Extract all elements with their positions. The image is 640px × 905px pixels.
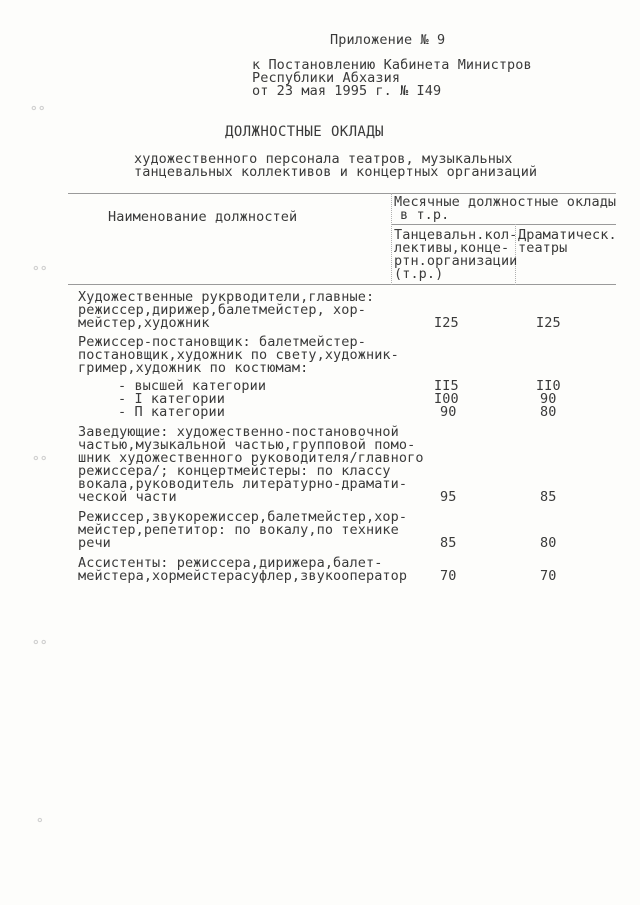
row-text: режиссера/; концертмейстеры: по классу xyxy=(78,463,391,479)
row-text: частью,музыкальной частью,групповой помо- xyxy=(78,437,416,453)
dance-salary-value: 70 xyxy=(440,568,457,584)
column-header-dance: ртн.организации xyxy=(394,253,518,269)
dance-salary-value: 90 xyxy=(440,404,457,420)
punch-hole-mark: ∘∘ xyxy=(30,98,46,117)
drama-salary-value: 70 xyxy=(540,568,557,584)
dance-salary-value: I25 xyxy=(434,315,459,331)
drama-salary-value: 80 xyxy=(540,535,557,551)
row-text: - высшей категории xyxy=(118,378,267,394)
drama-salary-value: II0 xyxy=(536,378,561,394)
dance-salary-value: 85 xyxy=(440,535,457,551)
header-line-2: Республики Абхазия xyxy=(252,70,401,86)
row-text: - П категории xyxy=(118,404,225,420)
row-text: речи xyxy=(78,535,111,551)
row-text: шник художественного руководителя/главного xyxy=(78,450,424,466)
dance-salary-value: II5 xyxy=(434,378,459,394)
drama-salary-value: 85 xyxy=(540,489,557,505)
column-header-drama: Драматическ. xyxy=(518,227,617,243)
appendix-number: Приложение № 9 xyxy=(330,32,446,48)
row-text: Режиссер,звукорежиссер,балетмейстер,хор- xyxy=(78,509,408,525)
subtitle-line-1: художественного персонала театров, музыкальных xyxy=(134,151,513,167)
punch-hole-mark: ∘∘ xyxy=(32,258,48,277)
row-text: Режиссер-постановщик: балетмейстер- xyxy=(78,334,366,350)
row-text: режиссер,дирижер,балетмейстер, хор- xyxy=(78,302,366,318)
row-text: Художественные рукрводители,главные: xyxy=(78,289,375,305)
column-header-salary: Месячные должностные оклады xyxy=(394,194,617,210)
column-header-dance: (т.р.) xyxy=(394,266,444,282)
row-text: Ассистенты: режиссера,дирижера,балет- xyxy=(78,555,383,571)
punch-hole-mark: ∘∘ xyxy=(32,632,48,651)
row-text: Заведующие: художественно-постановочной xyxy=(78,424,399,440)
drama-salary-value: 80 xyxy=(540,404,557,420)
punch-hole-mark: ∘ xyxy=(36,810,44,829)
column-header-salary-unit: в т.р. xyxy=(400,207,450,223)
row-text: - I категории xyxy=(118,391,225,407)
dance-salary-value: I00 xyxy=(434,391,459,407)
header-line-1: к Постановлению Кабинета Министров xyxy=(252,57,532,73)
table-header-bottom-rule xyxy=(68,284,616,285)
drama-salary-value: 90 xyxy=(540,391,557,407)
column-header-dance: лективы,конце- xyxy=(394,240,510,256)
row-text: мейстер,художник xyxy=(78,315,210,331)
dance-salary-value: 95 xyxy=(440,489,457,505)
column-divider xyxy=(391,193,392,285)
row-text: ческой части xyxy=(78,489,177,505)
column-header-drama: театры xyxy=(518,240,568,256)
column-header-dance: Танцевальн.кол- xyxy=(394,227,518,243)
column-header-name: Наименование должностей xyxy=(108,209,298,225)
row-text: гример,художник по костюмам: xyxy=(78,360,309,376)
punch-hole-mark: ∘∘ xyxy=(32,448,48,467)
row-text: вокала,руководитель литературно-драмати- xyxy=(78,476,408,492)
row-text: мейстер,репетитор: по вокалу,по технике xyxy=(78,522,399,538)
document-title: ДОЛЖНОСТНЫЕ ОКЛАДЫ xyxy=(225,124,384,140)
subtitle-line-2: танцевальных коллективов и концертных организаций xyxy=(134,164,538,180)
row-text: мейстера,хормейстерасуфлер,звукооператор xyxy=(78,568,408,584)
row-text: постановщик,художник по свету,художник- xyxy=(78,347,399,363)
drama-salary-value: I25 xyxy=(536,315,561,331)
salary-subheader-rule xyxy=(392,224,616,225)
header-line-3: от 23 мая 1995 г. № I49 xyxy=(252,83,442,99)
